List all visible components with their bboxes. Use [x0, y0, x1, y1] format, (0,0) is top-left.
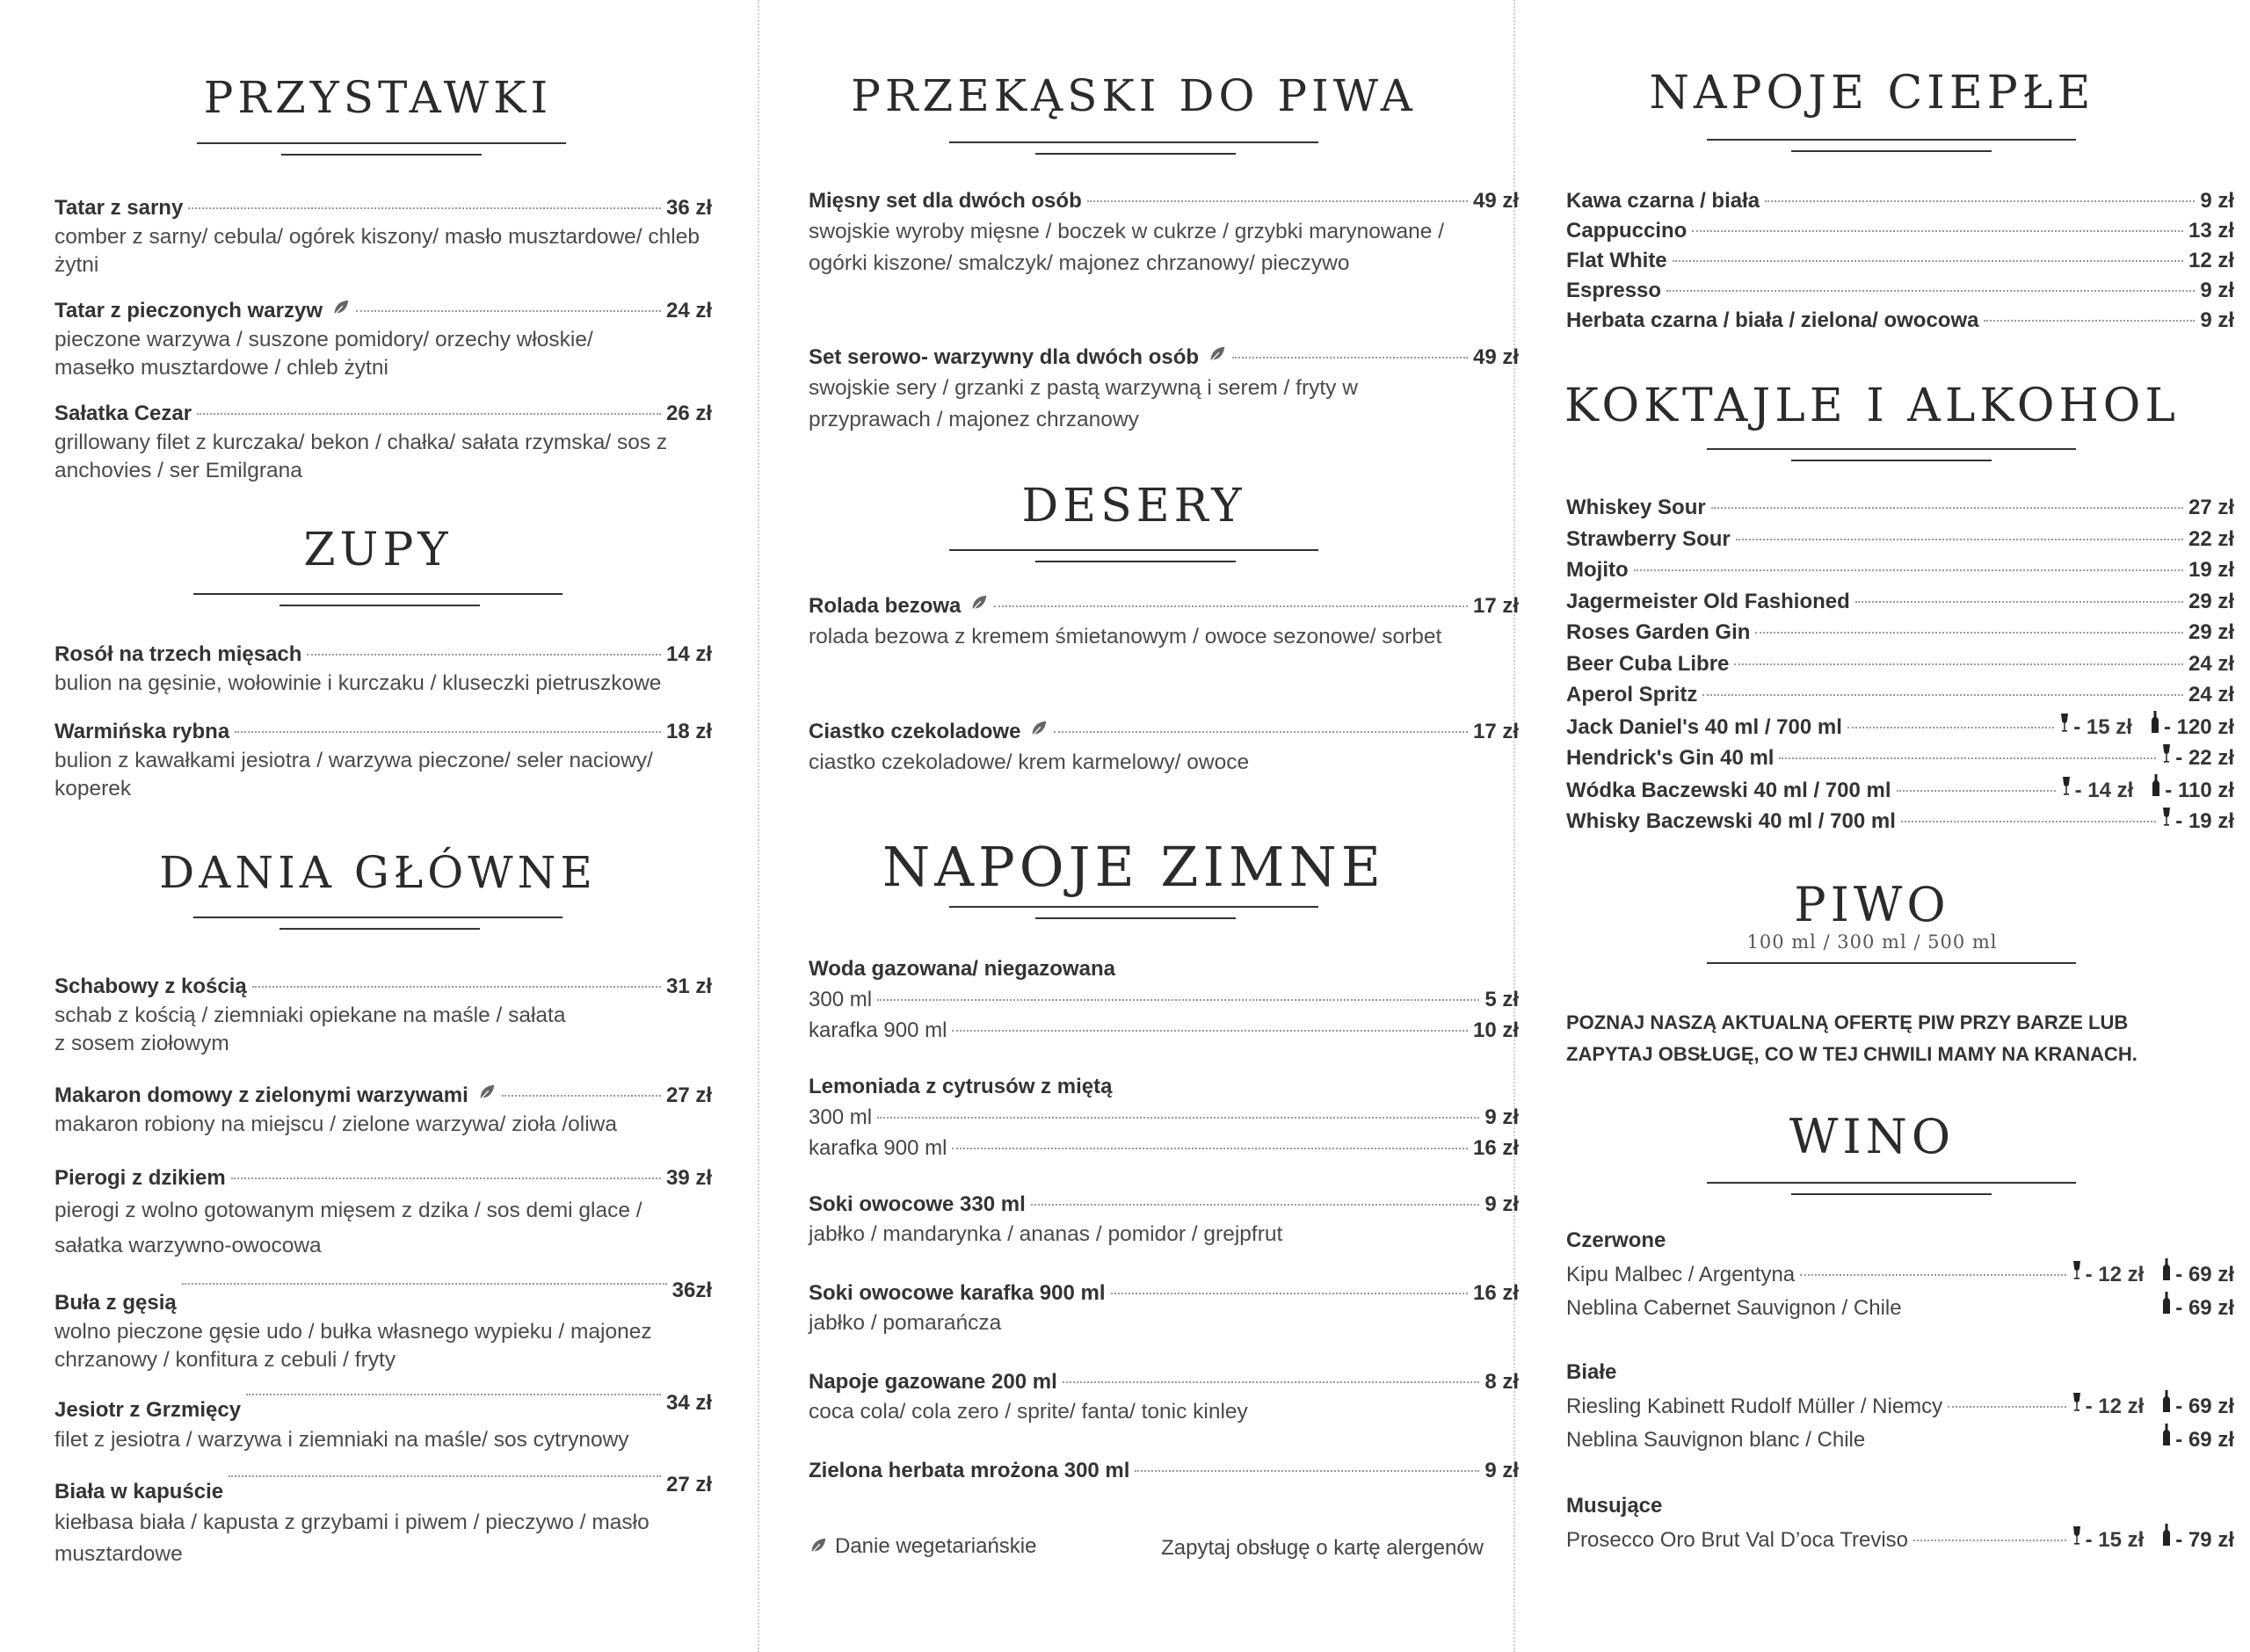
item-name: Whiskey Sour — [1566, 496, 1706, 519]
item-price: 10 zł — [1472, 1018, 1519, 1042]
dot-leader — [182, 1283, 667, 1285]
glass-price: - 12 zł — [2085, 1263, 2145, 1286]
dot-leader — [1855, 601, 2183, 603]
item-price: 24 zł — [2188, 683, 2234, 706]
title-rule — [197, 142, 566, 144]
dot-leader — [1847, 727, 2054, 728]
menu-item — [809, 591, 1519, 653]
item-name: Beer Cuba Libre — [1566, 651, 1730, 676]
menu-item — [54, 1081, 712, 1139]
item-name: Prosecco Oro Brut Val D’oca Treviso — [1566, 1528, 1909, 1552]
item-name: Sałatka Cezar — [54, 402, 192, 425]
item-price: 19 zł — [2188, 558, 2234, 582]
item-price: 9 zł — [1484, 1192, 1519, 1216]
list-item — [1566, 246, 2234, 276]
item-name: Makaron domowy z zielonymi warzywami — [54, 1083, 468, 1107]
title-rule-short — [1035, 561, 1236, 562]
size-label: 300 ml — [809, 1105, 873, 1129]
title-rule — [949, 549, 1318, 551]
item-name: Jack Daniel's 40 ml / 700 ml — [1566, 714, 1842, 739]
item-price: 9 zł — [1484, 1105, 1519, 1129]
dot-leader — [1111, 1293, 1468, 1294]
item-price: 36 zł — [665, 196, 712, 220]
glass-price: - 12 zł — [2085, 1395, 2145, 1418]
item-name: Kipu Malbec / Argentyna — [1566, 1263, 1796, 1286]
menu-item — [54, 296, 712, 382]
dot-leader — [1984, 320, 2195, 322]
dot-leader — [877, 999, 1479, 1001]
item-name: Set serowo- warzywny dla dwóch osób — [809, 345, 1200, 369]
menu-item — [809, 1190, 1519, 1250]
item-price: 31 zł — [665, 975, 712, 998]
column-right — [1512, 0, 2250, 1652]
menu-item — [54, 717, 712, 803]
item-description: jabłko / pomarańcza — [809, 1311, 1002, 1335]
wine-list-white — [1566, 1390, 2234, 1457]
bottle-icon — [2161, 1424, 2172, 1446]
item-price: 27 zł — [665, 1083, 712, 1107]
list-item — [1566, 276, 2234, 306]
title-rule-short — [1035, 917, 1236, 919]
item-description: grillowany filet z kurczaka/ bekon / chałka/ sałata rzymska/ sos z anchovies / ser Emilgrana — [54, 431, 668, 482]
list-item — [1566, 1258, 2234, 1292]
item-description: bulion na gęsinie, wołowinie i kurczaku / kluseczki pietruszkowe — [54, 671, 662, 695]
section-title-piwo: PIWO — [1794, 877, 1950, 932]
item-price: 5 zł — [1484, 988, 1519, 1011]
bottle-price: - 79 zł — [2175, 1528, 2234, 1552]
menu-item — [809, 717, 1519, 779]
leaf-icon — [1029, 719, 1049, 738]
menu-item — [809, 1367, 1519, 1427]
item-name: Soki owocowe 330 ml — [809, 1192, 1026, 1216]
bottle-price: - 69 zł — [2175, 1395, 2234, 1418]
bottle-price: - 110 zł — [2165, 778, 2234, 802]
dot-leader — [1734, 663, 2183, 665]
item-name: Neblina Sauvignon blanc / Chile — [1566, 1428, 1866, 1452]
glass-price: - 22 zł — [2175, 746, 2234, 770]
item-description: swojskie sery / grzanki z pastą warzywną i serem / fryty w przyprawach / majonez chrzanowy — [809, 376, 1358, 431]
allergens-note: Zapytaj obsługę o kartę alergenów — [1161, 1536, 1484, 1560]
title-rule — [949, 906, 1318, 908]
item-price: 12 zł — [2188, 249, 2234, 272]
dot-leader — [1135, 1470, 1479, 1472]
dot-leader — [1736, 539, 2183, 540]
menu-item — [54, 1163, 712, 1264]
item-name: Roses Garden Gin — [1566, 620, 1751, 644]
item-name: Napoje gazowane 200 ml — [809, 1370, 1057, 1394]
item-description: wolno pieczone gęsie udo / bułka własnego wypieku / majonez chrzanowy / konfitura z cebuli / fryty — [54, 1320, 652, 1372]
list-item — [1566, 648, 2234, 680]
list-item — [1566, 524, 2234, 555]
bottle-icon — [2161, 1258, 2172, 1281]
cocktails-list — [1566, 492, 2234, 837]
wine-glass-icon — [2072, 1525, 2082, 1547]
beer-sizes: 100 ml / 300 ml / 500 ml — [1746, 931, 1998, 953]
section-title-cieple: NAPOJE CIEPŁE — [1649, 67, 2095, 120]
title-rule — [193, 917, 562, 918]
item-price: 26 zł — [665, 402, 712, 425]
dot-leader — [1634, 569, 2183, 571]
bottle-icon — [2161, 1292, 2172, 1315]
item-name: Mojito — [1566, 558, 1629, 582]
item-price: 36zł — [671, 1279, 712, 1302]
dot-leader — [235, 731, 661, 733]
item-name: Pierogi z dzikiem — [54, 1166, 226, 1190]
list-item — [1566, 806, 2234, 837]
item-description: swojskie wyroby mięsne / boczek w cukrze / grzybki marynowane / ogórki kiszone/ smalczyk/ majonez chrzanowy/ pieczywo — [809, 220, 1445, 275]
item-price: 13 zł — [2188, 219, 2234, 243]
glass-price: - 15 zł — [2085, 1528, 2145, 1552]
dot-leader — [1901, 821, 2156, 822]
item-price: 27 zł — [665, 1473, 712, 1496]
item-price: 29 zł — [2188, 620, 2234, 644]
item-description: ciastko czekoladowe/ krem karmelowy/ owoce — [809, 750, 1250, 774]
glass-price: - 19 zł — [2175, 809, 2234, 833]
column-middle — [756, 0, 1519, 1652]
item-price: 9 zł — [1484, 1459, 1519, 1482]
size-label: karafka 900 ml — [809, 1136, 947, 1160]
list-item — [1566, 1292, 2234, 1325]
wine-glass-icon — [2161, 807, 2172, 828]
dot-leader — [952, 1030, 1468, 1032]
wine-glass-icon — [2059, 713, 2070, 734]
list-item — [1566, 216, 2234, 246]
list-item — [1566, 492, 2234, 524]
title-rule-short — [1791, 150, 1992, 152]
item-name: Warmińska rybna — [54, 720, 230, 743]
dot-leader — [994, 605, 1468, 607]
item-price: 8 zł — [1484, 1370, 1519, 1394]
item-name: Jagermeister Old Fashioned — [1566, 589, 1850, 613]
item-name: Espresso — [1566, 279, 1662, 302]
wine-category-white: Białe — [1566, 1360, 1617, 1384]
title-rule — [1707, 962, 2076, 964]
bottle-icon — [2150, 711, 2160, 734]
title-rule — [1707, 1182, 2076, 1184]
item-name: Lemoniada z cytrusów z miętą — [809, 1075, 1113, 1098]
dot-leader — [877, 1117, 1479, 1119]
title-rule-short — [1035, 153, 1236, 155]
item-name: Wódka Baczewski 40 ml / 700 ml — [1566, 778, 1891, 802]
menu-item — [809, 343, 1519, 436]
item-price: 24 zł — [665, 299, 712, 322]
size-label: 300 ml — [809, 988, 873, 1011]
item-price: 16 zł — [1472, 1281, 1519, 1305]
leaf-icon — [809, 1536, 828, 1555]
list-item — [1566, 1424, 2234, 1457]
title-rule — [949, 141, 1318, 143]
item-name: Tatar z pieczonych warzyw — [54, 299, 323, 322]
item-name: Neblina Cabernet Sauvignon / Chile — [1566, 1296, 1902, 1320]
leaf-icon — [331, 298, 351, 317]
title-rule-short — [1791, 1193, 1992, 1195]
item-name: Herbata czarna / biała / zielona/ owocowa — [1566, 308, 1979, 332]
section-title-przekaski: PRZEKĄSKI DO PIWA — [851, 70, 1417, 121]
item-price: 9 zł — [2200, 279, 2234, 302]
item-name: Mięsny set dla dwóch osób — [809, 189, 1082, 213]
item-price: 34 zł — [665, 1391, 712, 1415]
hot-drinks-list — [1566, 186, 2234, 336]
item-name: Ciastko czekoladowe — [809, 720, 1021, 743]
section-title-zupy: ZUPY — [303, 524, 453, 576]
dot-leader — [1948, 1406, 2065, 1408]
wine-list-red — [1566, 1258, 2234, 1325]
leaf-icon — [969, 593, 989, 612]
item-name: Riesling Kabinett Rudolf Müller / Niemcy — [1566, 1395, 1943, 1418]
menu-item — [54, 399, 712, 485]
item-price: 24 zł — [2188, 651, 2234, 676]
item-price: 17 zł — [1472, 720, 1519, 743]
list-item — [1566, 617, 2234, 648]
dot-leader — [1711, 507, 2183, 509]
menu-item — [54, 1276, 712, 1374]
menu-item — [54, 972, 712, 1058]
dot-leader — [1765, 200, 2195, 202]
item-name: Schabowy z kością — [54, 975, 247, 998]
item-description: rolada bezowa z kremem śmietanowym / owoce sezonowe/ sorbet — [809, 625, 1442, 648]
item-name: Rosół na trzech mięsach — [54, 642, 302, 666]
item-price: 39 zł — [665, 1166, 712, 1190]
wine-glass-icon — [2061, 776, 2072, 797]
item-name: Flat White — [1566, 249, 1667, 272]
wine-glass-icon — [2161, 743, 2172, 764]
item-description: coca cola/ cola zero / sprite/ fanta/ tonic kinley — [809, 1400, 1248, 1424]
section-title-wino: WINO — [1789, 1109, 1956, 1164]
item-price: 18 zł — [665, 720, 712, 743]
dot-leader — [1232, 357, 1468, 359]
list-item — [1566, 306, 2234, 336]
item-price: 16 zł — [1472, 1136, 1519, 1160]
bottle-icon — [2161, 1524, 2172, 1547]
list-item — [1566, 1390, 2234, 1424]
item-name: Buła z gęsią — [54, 1291, 177, 1315]
item-description: jabłko / mandarynka / ananas / pomidor / grejpfrut — [809, 1222, 1283, 1246]
dot-leader — [1702, 694, 2183, 696]
item-price: 9 zł — [2200, 308, 2234, 332]
leaf-icon — [477, 1083, 497, 1102]
item-name: Soki owocowe karafka 900 ml — [809, 1281, 1106, 1305]
menu-item — [809, 1279, 1519, 1338]
dot-leader — [229, 1475, 661, 1477]
dot-leader — [1692, 230, 2183, 232]
item-name: Kawa czarna / biała — [1566, 189, 1760, 213]
bottle-icon — [2161, 1390, 2172, 1413]
legend-vegetarian-text: Danie wegetariańskie — [835, 1534, 1037, 1558]
item-price: 29 zł — [2188, 589, 2234, 613]
wine-category-sparkling: Musujące — [1566, 1494, 1663, 1518]
item-name: Strawberry Sour — [1566, 526, 1731, 551]
item-price: 22 zł — [2188, 526, 2234, 551]
section-title-dania: DANIA GŁÓWNE — [159, 847, 597, 898]
glass-price: - 14 zł — [2074, 778, 2134, 802]
item-description: filet z jesiotra / warzywa i ziemniaki na maśle/ sos cytrynowy — [54, 1428, 629, 1452]
wine-glass-icon — [2072, 1392, 2082, 1413]
item-name: Zielona herbata mrożona 300 ml — [809, 1459, 1130, 1482]
dot-leader — [356, 310, 661, 312]
dot-leader — [1779, 757, 2156, 759]
dot-leader — [1913, 1540, 2066, 1541]
dot-leader — [952, 1148, 1468, 1149]
item-price: 49 zł — [1472, 189, 1519, 213]
item-description: bulion z kawałkami jesiotra / warzywa pieczone/ seler naciowy/ koperek — [54, 749, 653, 801]
list-item — [1566, 554, 2234, 586]
dot-leader — [231, 1177, 661, 1179]
dot-leader — [252, 986, 661, 988]
beer-note-line-1: POZNAJ NASZĄ AKTUALNĄ OFERTĘ PIW PRZY BARZE LUB — [1566, 1011, 2129, 1033]
dot-leader — [1054, 731, 1468, 733]
size-label: karafka 900 ml — [809, 1018, 947, 1042]
list-item — [1566, 186, 2234, 216]
menu-item — [54, 1388, 712, 1455]
menu-item-lemoniada — [809, 1072, 1519, 1163]
item-description: makaron robiony na miejscu / zielone warzywa/ zioła /oliwa — [54, 1112, 618, 1136]
dot-leader — [1666, 290, 2195, 292]
item-description: schab z kością / ziemniaki opiekane na maśle / sałata z sosem ziołowym — [54, 1004, 566, 1055]
item-name: Tatar z sarny — [54, 196, 184, 220]
item-name: Jesiotr z Grzmięcy — [54, 1398, 242, 1422]
dot-leader — [197, 413, 661, 415]
list-item — [1566, 711, 2234, 743]
dot-leader — [1063, 1381, 1480, 1383]
dot-leader — [1897, 790, 2056, 792]
item-price: 17 zł — [1472, 594, 1519, 618]
title-rule-short — [281, 154, 482, 156]
bottle-price: - 69 zł — [2175, 1263, 2234, 1286]
title-rule — [1707, 139, 2076, 141]
dot-leader — [188, 207, 661, 209]
item-price: 14 zł — [665, 642, 712, 666]
item-name: Cappuccino — [1566, 219, 1688, 243]
title-rule-short — [279, 928, 480, 930]
item-price: 49 zł — [1472, 345, 1519, 369]
dot-leader — [1031, 1204, 1480, 1206]
item-name: Biała w kapuście — [54, 1480, 224, 1503]
bottle-price: - 69 zł — [2175, 1428, 2234, 1452]
section-title-desery: DESERY — [1021, 480, 1246, 533]
leaf-icon — [1208, 344, 1227, 364]
item-price: 9 zł — [2200, 189, 2234, 213]
section-title-koktajle: KOKTAJLE I ALKOHOL — [1564, 380, 2180, 432]
title-rule — [1707, 448, 2076, 450]
item-description: kiełbasa biała / kapusta z grzybami i piwem / pieczywo / masło musztardowe — [54, 1511, 650, 1566]
section-title-zimne: NAPOJE ZIMNE — [882, 835, 1385, 899]
title-rule — [193, 593, 562, 595]
bottle-icon — [2151, 774, 2161, 797]
list-item — [1566, 1524, 2234, 1557]
item-description: pieczone warzywa / suszone pomidory/ orzechy włoskie/ masełko musztardowe / chleb żytni — [54, 328, 593, 380]
menu-item-woda — [809, 954, 1519, 1046]
dot-leader — [1087, 200, 1468, 202]
bottle-price: - 69 zł — [2175, 1296, 2234, 1320]
title-rule-short — [1791, 460, 1992, 461]
glass-price: - 15 zł — [2073, 714, 2132, 739]
dot-leader — [307, 654, 661, 656]
dot-leader — [246, 1394, 661, 1395]
list-item — [1566, 743, 2234, 774]
item-name: Whisky Baczewski 40 ml / 700 ml — [1566, 809, 1896, 833]
bottle-price: - 120 zł — [2163, 714, 2234, 739]
beer-note-line-2: ZAPYTAJ OBSŁUGĘ, CO W TEJ CHWILI MAMY NA KRANACH. — [1566, 1043, 2138, 1065]
dot-leader — [1800, 1274, 2065, 1276]
menu-item — [54, 193, 712, 279]
menu-item — [809, 186, 1519, 279]
menu-item — [54, 1470, 712, 1570]
list-item — [1566, 586, 2234, 618]
section-title-przystawki: PRZYSTAWKI — [203, 72, 553, 123]
item-description: pierogi z wolno gotowanym mięsem z dzika / sos demi glace / sałatka warzywno-owocowa — [54, 1199, 642, 1257]
list-item — [1566, 679, 2234, 711]
wine-glass-icon — [2072, 1260, 2082, 1281]
menu-item — [54, 640, 712, 698]
wine-category-red: Czerwone — [1566, 1228, 1666, 1252]
dot-leader — [1673, 260, 2183, 262]
item-name: Woda gazowana/ niegazowana — [809, 957, 1115, 981]
item-name: Hendrick's Gin 40 ml — [1566, 746, 1775, 770]
legend-vegetarian — [809, 1534, 1036, 1559]
item-name: Rolada bezowa — [809, 594, 962, 618]
item-price: 27 zł — [2188, 496, 2234, 519]
dot-leader — [502, 1095, 661, 1097]
dot-leader — [1755, 632, 2183, 634]
title-rule-short — [279, 605, 480, 606]
wine-list-sparkling — [1566, 1524, 2234, 1557]
item-description: comber z sarny/ cebula/ ogórek kiszony/ masło musztardowe/ chleb żytni — [54, 225, 700, 277]
item-name: Aperol Spritz — [1566, 683, 1698, 706]
menu-item — [809, 1456, 1519, 1486]
list-item — [1566, 774, 2234, 807]
column-left — [0, 0, 756, 1652]
